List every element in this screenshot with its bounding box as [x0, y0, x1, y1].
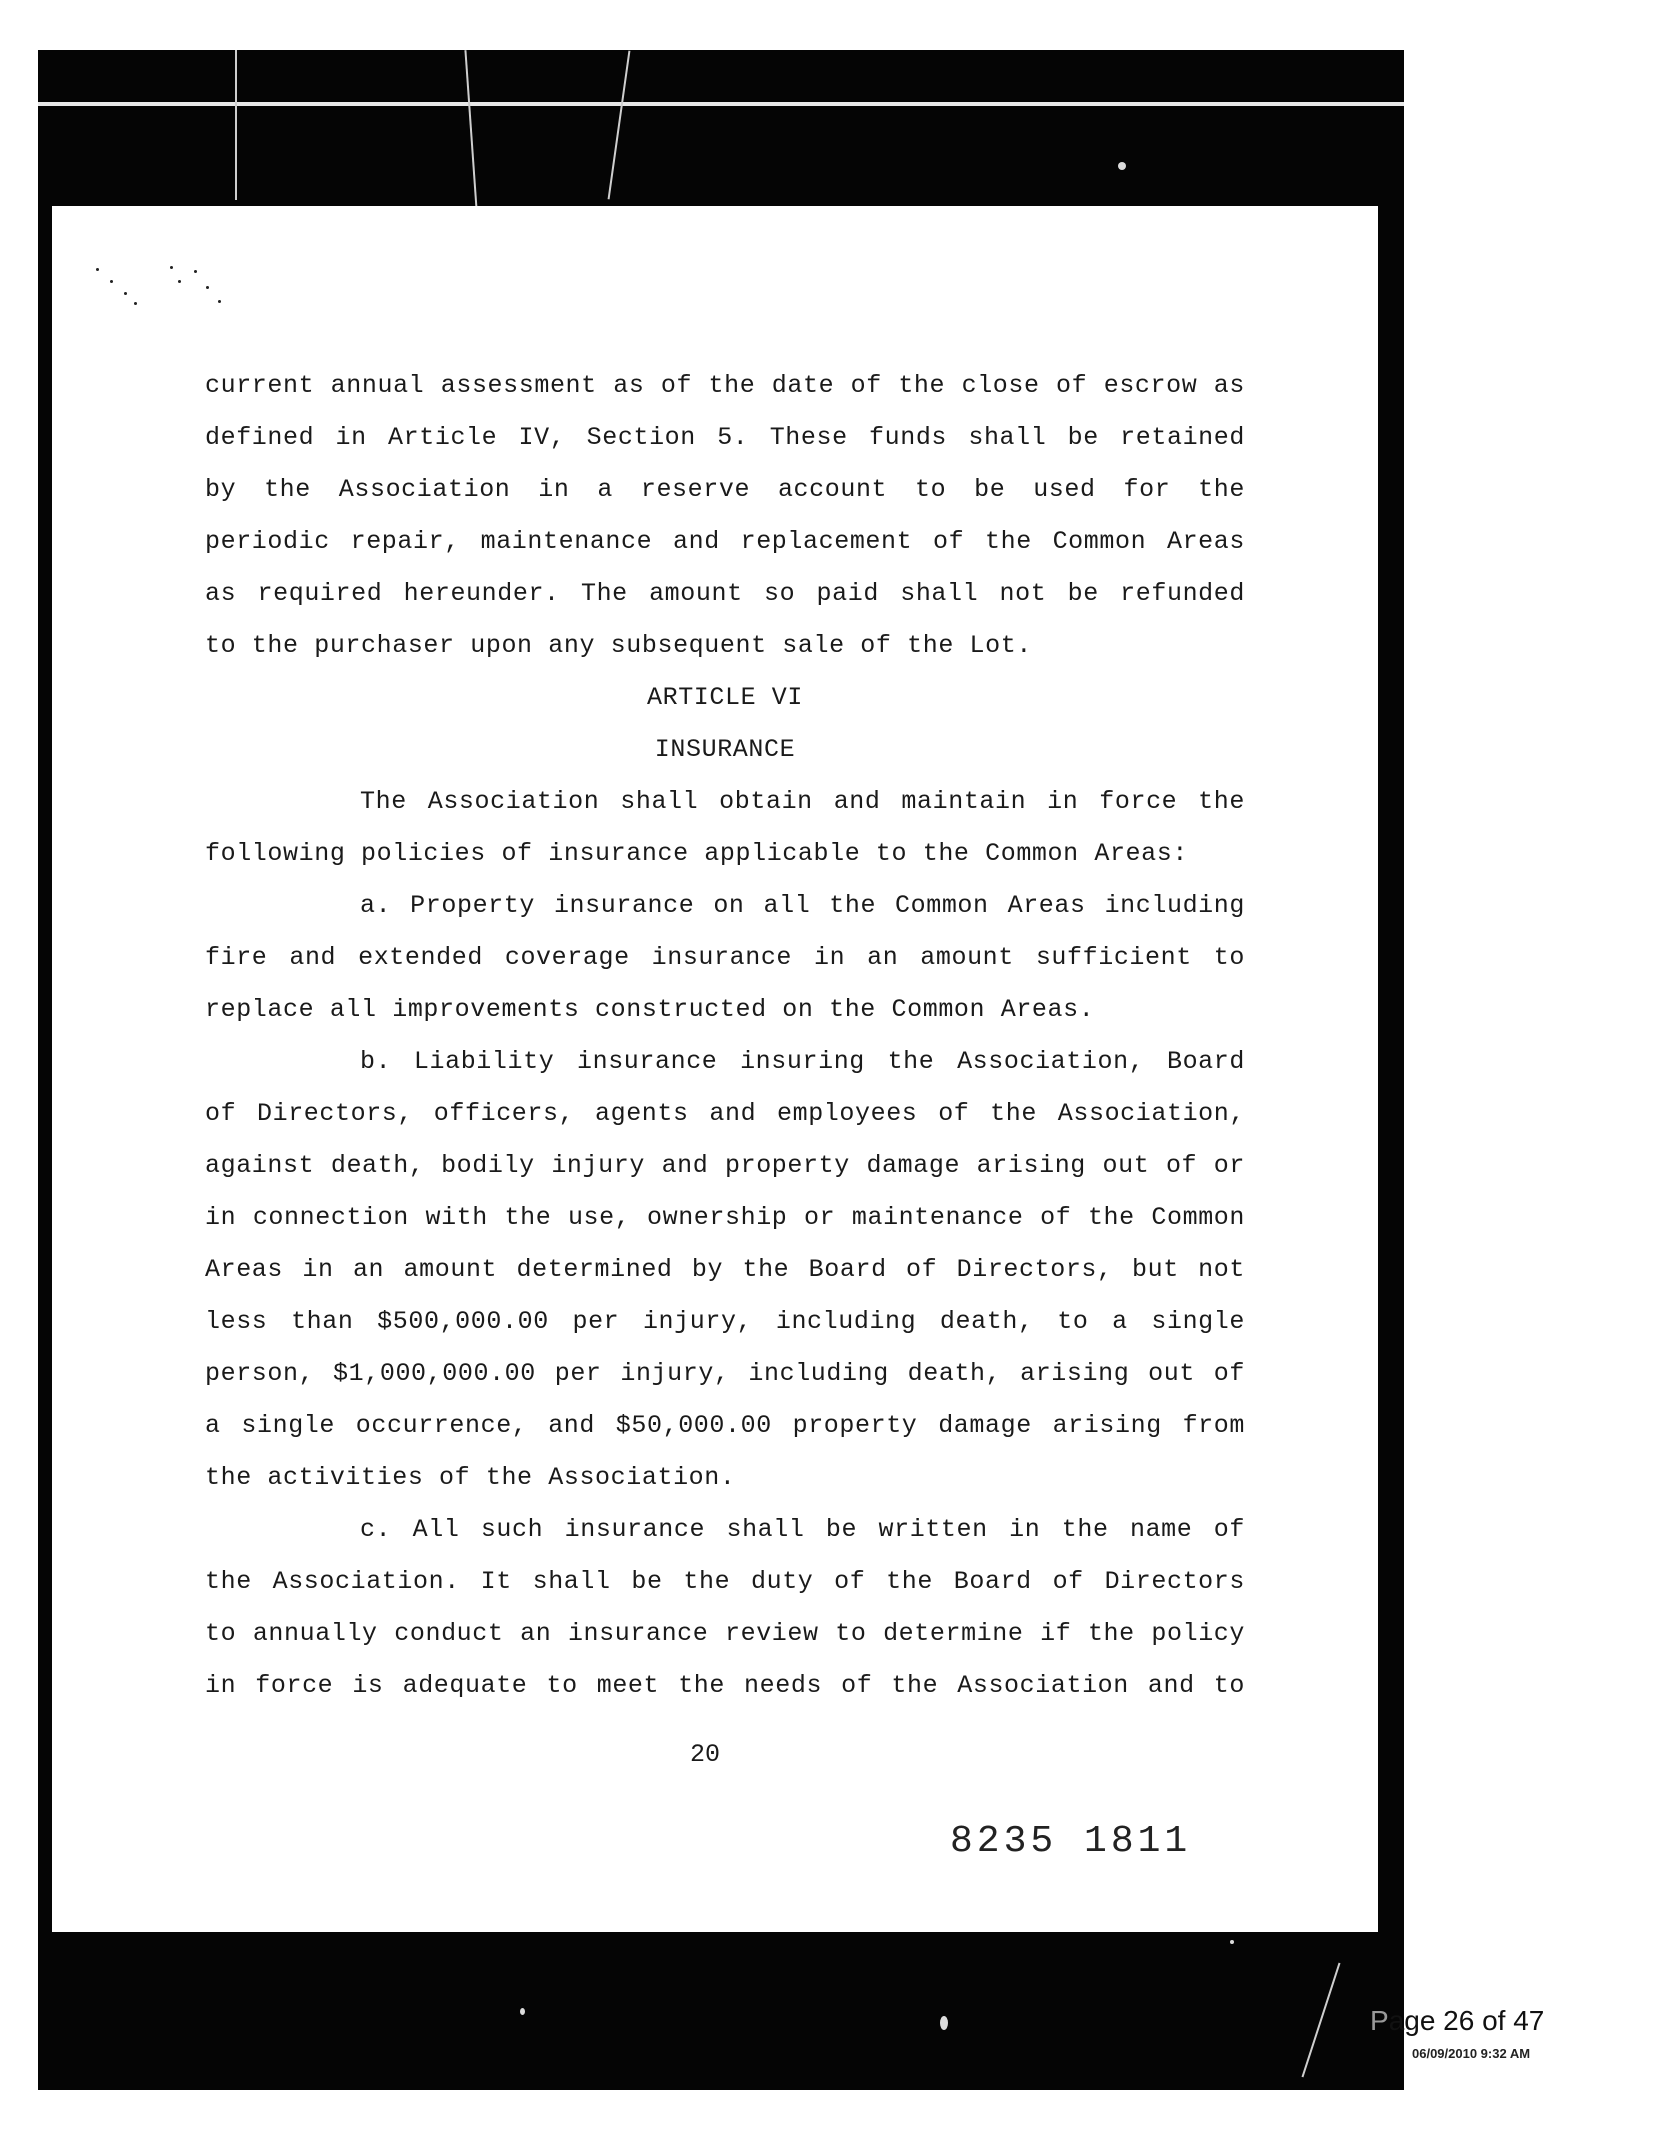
item-c-line: the Association. It shall be the duty of the Board of Directors [205, 1567, 1245, 1596]
fax-timestamp: 06/09/2010 9:32 AM [1412, 2046, 1531, 2061]
document-body [205, 360, 1245, 1712]
scan-speck [1118, 162, 1126, 170]
item-b-line: b. Liability insurance insuring the Association, Board [360, 1047, 1245, 1076]
item-a-line: fire and extended coverage insurance in an amount sufficient to [205, 943, 1245, 972]
item-c-line: c. All such insurance shall be written in the name of [360, 1515, 1245, 1544]
item-b-line: in connection with the use, ownership or maintenance of the Common [205, 1203, 1245, 1232]
fax-page-counter [1370, 2005, 1544, 2037]
intro-line: The Association shall obtain and maintain in force the [360, 787, 1245, 816]
scan-dots [96, 258, 236, 318]
item-b-line: against death, bodily injury and property damage arising out of or [205, 1151, 1245, 1180]
item-c-line: in force is adequate to meet the needs of the Association and to [205, 1671, 1245, 1700]
text-line: to the purchaser upon any subsequent sale of the Lot. [205, 631, 1032, 660]
scan-speck [1230, 1940, 1234, 1944]
text-line: as required hereunder. The amount so paid shall not be refunded [205, 579, 1245, 608]
item-b-line: the activities of the Association. [205, 1463, 736, 1492]
fax-page-label-rest: age 26 of 47 [1388, 2005, 1545, 2036]
page-number: 20 [689, 1740, 720, 1769]
item-b-line: a single occurrence, and $50,000.00 property damage arising from [205, 1411, 1245, 1440]
item-c-line: to annually conduct an insurance review to determine if the policy [205, 1619, 1245, 1648]
item-b-line: of Directors, officers, agents and employees of the Association, [205, 1099, 1245, 1128]
article-title: INSURANCE [654, 735, 796, 764]
item-b-line: person, $1,000,000.00 per injury, including death, arising out of [205, 1359, 1245, 1388]
text-line: defined in Article IV, Section 5. These funds shall be retained [205, 423, 1245, 452]
item-b-line: less than $500,000.00 per injury, including death, to a single [205, 1307, 1245, 1336]
item-b-line: Areas in an amount determined by the Board of Directors, but not [205, 1255, 1245, 1284]
article-heading: ARTICLE VI [646, 683, 804, 712]
item-a-line: replace all improvements constructed on the Common Areas. [205, 995, 1095, 1024]
intro-line: following policies of insurance applicable to the Common Areas: [205, 839, 1188, 868]
text-line: periodic repair, maintenance and replacement of the Common Areas [205, 527, 1245, 556]
scan-speck [520, 2008, 525, 2015]
recording-reference-number: 8235 1811 [950, 1820, 1192, 1863]
scan-scratch [235, 50, 237, 200]
text-line: current annual assessment as of the date of the close of escrow as [205, 371, 1245, 400]
scan-top-line [38, 102, 1404, 106]
fax-page-label-first: P [1370, 2005, 1389, 2036]
text-line: by the Association in a reserve account to be used for the [205, 475, 1245, 504]
item-a-line: a. Property insurance on all the Common Areas including [360, 891, 1245, 920]
scan-speck [940, 2016, 948, 2030]
